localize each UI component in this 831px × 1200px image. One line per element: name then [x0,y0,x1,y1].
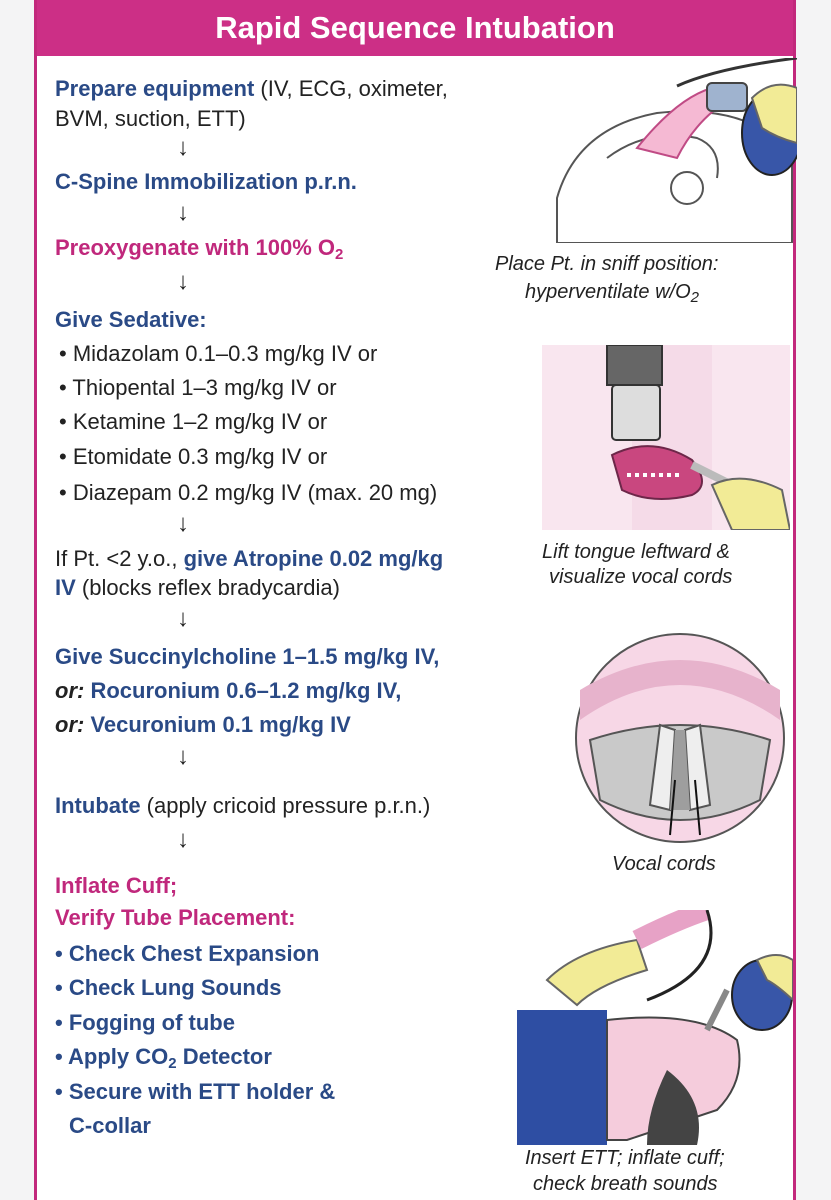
step-prepare-label: Prepare equipment [55,76,255,101]
verify-item-secure-2: C-collar [69,1113,151,1138]
caption-check-breath: check breath sounds [533,1173,718,1195]
sedative-item: • Diazepam 0.2 mg/kg IV (max. 20 mg) [59,480,438,505]
step-preoxygenate [55,234,343,269]
caption-vocal-cords: Vocal cords [612,853,716,875]
sniff-position-illustration [547,58,797,243]
step-prepare [55,75,448,103]
caption-hyperventilate-text: hyperventilate w/O [525,281,691,303]
intubate-label: Intubate [55,793,141,818]
page-title: Rapid Sequence Intubation [37,0,793,56]
left-margin [0,0,36,1200]
caption-lift-tongue: Lift tongue leftward & [542,541,730,563]
step-prepare-detail-2: BVM, suction, ETT) [55,106,246,131]
verify-item: • Check Chest Expansion [55,941,320,966]
sedative-item: • Midazolam 0.1–0.3 mg/kg IV or [59,341,378,366]
caption-visualize-cords: visualize vocal cords [549,566,733,588]
sedative-item: • Thiopental 1–3 mg/kg IV or [59,375,337,400]
laryngoscope-illustration [542,345,790,530]
verify-item: • Check Lung Sounds [55,975,282,1000]
step-verify-placement: Verify Tube Placement: [55,905,296,930]
step-intubate [55,792,430,820]
step-inflate-cuff: Inflate Cuff; [55,873,178,898]
atropine-route: IV [55,575,76,600]
insert-ett-illustration [517,910,793,1145]
o2-subscript: 2 [335,246,344,263]
co2-subscript: 2 [168,1055,177,1072]
step-prepare-detail: (IV, ECG, oximeter, [254,76,448,101]
step-atropine [55,545,443,573]
flow-arrow: ↓ [177,510,189,537]
caption-hyperventilate [525,280,699,310]
vecuronium-label: Vecuronium 0.1 mg/kg IV [84,712,351,737]
verify-item-co2 [55,1043,272,1078]
atropine-prefix: If Pt. <2 y.o., [55,546,184,571]
step-cspine: C-Spine Immobilization p.r.n. [55,169,357,194]
atropine-suffix: (blocks reflex bradycardia) [75,575,340,600]
rocuronium-label: Rocuronium 0.6–1.2 mg/kg IV, [84,678,402,703]
flow-arrow: ↓ [177,743,189,770]
atropine-dose: give Atropine 0.02 mg/kg [183,546,444,571]
right-margin [794,0,831,1200]
step-succinylcholine: Give Succinylcholine 1–1.5 mg/kg IV, [55,644,440,669]
caption-o2-subscript: 2 [690,289,699,306]
flow-arrow: ↓ [177,268,189,295]
caption-insert-ett: Insert ETT; inflate cuff; [525,1147,725,1169]
flow-arrow: ↓ [177,199,189,226]
co2-prefix: • Apply CO [55,1044,169,1069]
or-label: or: [55,678,85,703]
verify-item-secure: • Secure with ETT holder & [55,1079,336,1104]
co2-suffix: Detector [176,1044,272,1069]
flow-arrow: ↓ [177,605,189,632]
verify-item: • Fogging of tube [55,1010,235,1035]
flow-arrow: ↓ [177,134,189,161]
caption-sniff-position: Place Pt. in sniff position: [495,253,719,275]
intubate-detail: (apply cricoid pressure p.r.n.) [140,793,431,818]
vocal-cords-illustration [570,630,790,845]
sedative-item: • Ketamine 1–2 mg/kg IV or [59,409,328,434]
rsi-card [34,0,796,1200]
sedative-item: • Etomidate 0.3 mg/kg IV or [59,444,328,469]
step-atropine-2 [55,574,340,602]
step-vecuronium [55,711,351,739]
flow-arrow: ↓ [177,826,189,853]
step-sedative: Give Sedative: [55,307,207,332]
step-preoxygenate-label: Preoxygenate with 100% O [55,235,335,260]
step-rocuronium [55,677,401,705]
or-label: or: [55,712,85,737]
